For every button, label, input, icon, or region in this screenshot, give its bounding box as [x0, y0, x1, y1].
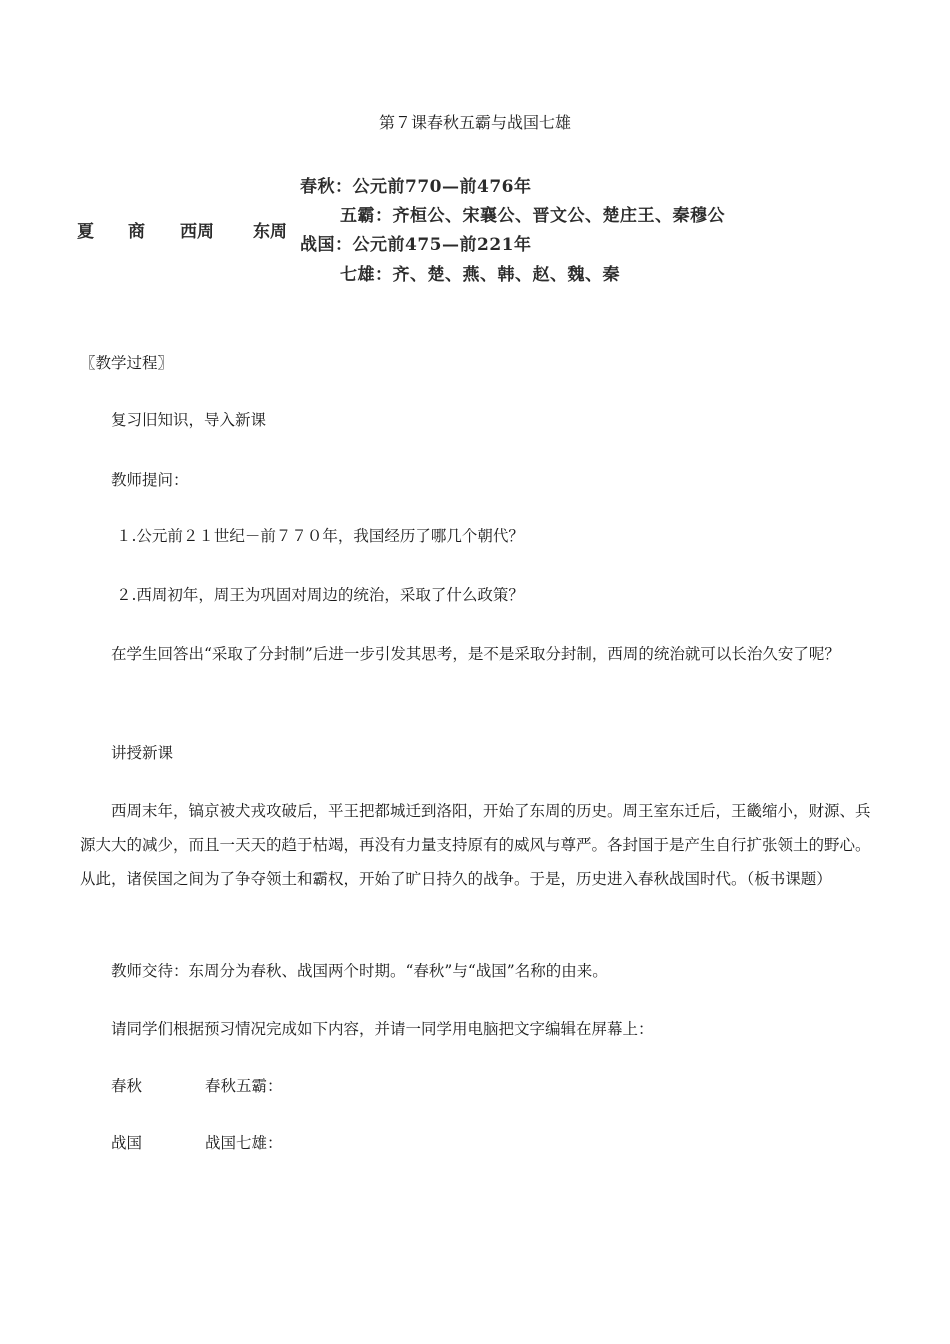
chunqiu-row [80, 1069, 872, 1103]
dynasty-western-zhou: 西周 [180, 222, 214, 242]
timeline-figure [0, 0, 950, 300]
zhanguo-period: 战国：公元前475—前221年 [300, 235, 532, 255]
zhanguo-row [80, 1126, 872, 1160]
followup-paragraph: 在学生回答出“采取了分封制”后进一步引发其思考，是不是采取分封制，西周的统治就可以长治久安了呢？ [111, 645, 840, 663]
teacher-explain: 教师交待：东周分为春秋、战国两个时期。“春秋”与“战国”名称的由来。 [111, 962, 608, 980]
question-2: ２.西周初年，周王为巩固对周边的统治，采取了什么政策？ [116, 586, 524, 604]
section-heading: 〖教学过程〗 [80, 354, 174, 372]
dynasty-eastern-zhou: 东周 [253, 222, 287, 242]
zhanguo-label: 战国 [111, 1134, 143, 1152]
history-paragraph: 西周末年，镐京被犬戎攻破后，平王把都城迁到洛阳，开始了东周的历史。周王室东迁后，王畿缩小，财源、兵源大大的减少，而且一天天的趋于枯竭，再没有力量支持原有的威风与尊严。各封国于是产生自行扩张领土的野心。从此，诸侯国之间为了争夺领土和霸权，开始了旷日持久的战争。于是，历史进入春秋战国时代。（板书课题） [80, 802, 871, 888]
five-hegemons: 五霸：齐桓公、宋襄公、晋文公、楚庄王、秦穆公 [340, 206, 725, 226]
new-lesson-heading: 讲授新课 [111, 744, 174, 762]
review-heading: 复习旧知识，导入新课 [111, 411, 267, 429]
question-1: １.公元前２１世纪－前７７０年，我国经历了哪几个朝代？ [116, 527, 524, 545]
chunqiu-label: 春秋 [111, 1077, 143, 1095]
seven-powers-prompt: 战国七雄： [205, 1134, 283, 1152]
chunqiu-period: 春秋：公元前770—前476年 [300, 177, 532, 197]
task-instruction: 请同学们根据预习情况完成如下内容，并请一同学用电脑把文字编辑在屏幕上： [111, 1020, 654, 1038]
dynasty-xia: 夏 [77, 222, 94, 242]
seven-powers: 七雄：齐、楚、燕、韩、赵、魏、秦 [340, 265, 620, 285]
dynasty-shang: 商 [128, 222, 145, 242]
teacher-ask: 教师提问： [111, 471, 189, 489]
page-title: 第７课春秋五霸与战国七雄 [378, 113, 571, 132]
five-hegemons-prompt: 春秋五霸： [205, 1077, 283, 1095]
